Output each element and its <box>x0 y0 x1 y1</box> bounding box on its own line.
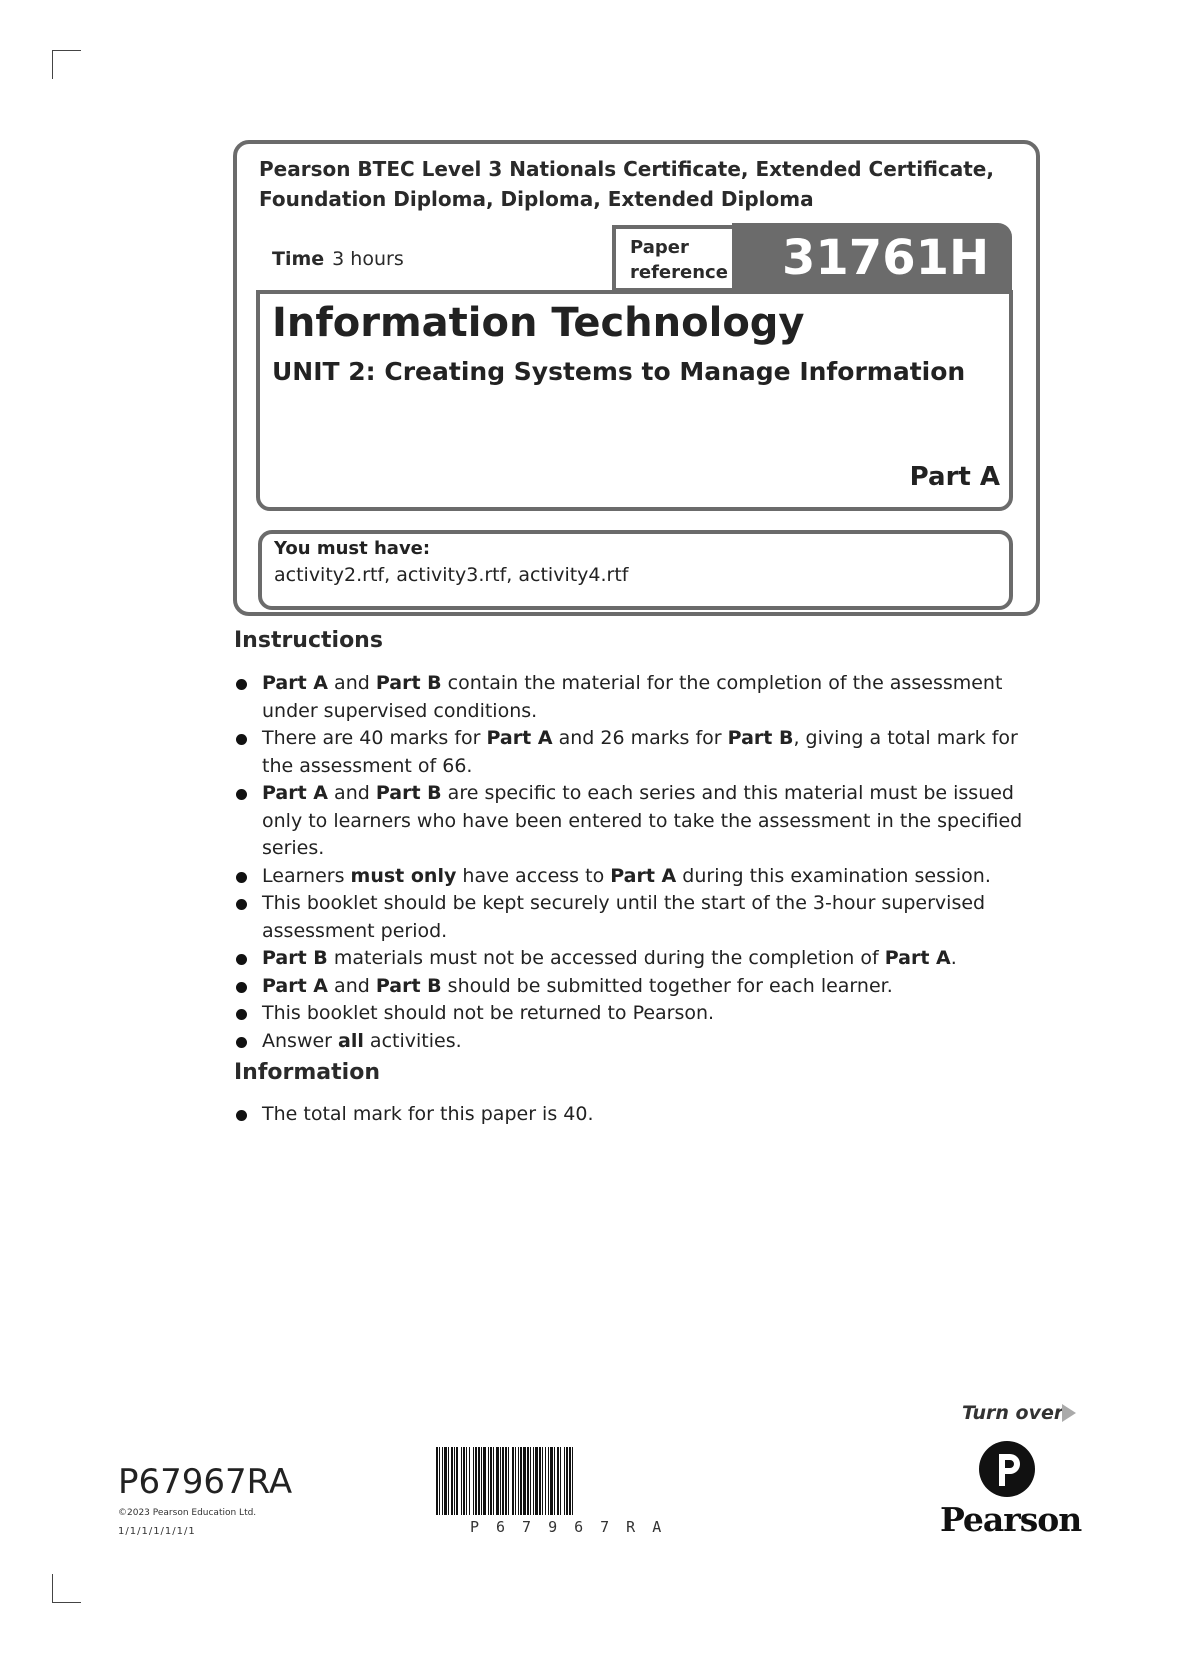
instruction-item: Part A and Part B contain the material for the completion of the assessment under supervised conditions. <box>234 670 1024 725</box>
unit-title: UNIT 2: Creating Systems to Manage Information <box>272 357 966 386</box>
bullet-icon <box>236 982 247 993</box>
instruction-item: Part A and Part B are specific to each series and this material must be issued only to learners who have been entered to take the assessment in the specified series. <box>234 780 1024 863</box>
paper-code: P67967RA <box>118 1462 293 1502</box>
time-label: Time <box>272 248 325 270</box>
crop-mark-bottom-left <box>52 1574 81 1603</box>
print-code: 1/1/1/1/1/1/1 <box>118 1526 196 1537</box>
must-have-files: activity2.rtf, activity3.rtf, activity4.rtf <box>274 564 629 586</box>
instruction-item: Part A and Part B should be submitted together for each learner. <box>234 973 1024 1001</box>
paper-reference-label-line-2: reference <box>630 262 728 283</box>
information-list <box>234 1101 1024 1129</box>
qualifications-line-1: Pearson BTEC Level 3 Nationals Certificate, Extended Certificate, <box>259 157 994 181</box>
bullet-icon <box>236 1009 247 1020</box>
pearson-wordmark: Pearson <box>940 1500 1082 1539</box>
bullet-icon <box>236 872 247 883</box>
triangle-right-icon <box>1062 1404 1076 1422</box>
time-row <box>272 248 404 270</box>
instructions-list <box>234 670 1024 1055</box>
instructions-heading: Instructions <box>234 628 383 653</box>
bullet-icon <box>236 954 247 965</box>
information-heading: Information <box>234 1060 380 1085</box>
qualifications <box>259 154 999 214</box>
time-value: 3 hours <box>332 248 404 270</box>
bullet-icon <box>236 1037 247 1048</box>
information-item: The total mark for this paper is 40. <box>234 1101 1024 1129</box>
barcode <box>436 1447 742 1515</box>
instruction-item: Learners must only have access to Part A during this examination session. <box>234 863 1024 891</box>
instruction-item: This booklet should be kept securely until the start of the 3-hour supervised assessment period. <box>234 890 1024 945</box>
bullet-icon <box>236 734 247 745</box>
instruction-item: Part B materials must not be accessed during the completion of Part A. <box>234 945 1024 973</box>
qualifications-line-2: Foundation Diploma, Diploma, Extended Diploma <box>259 187 814 211</box>
subject-title: Information Technology <box>272 300 805 346</box>
paper-reference-label-line-1: Paper <box>630 237 689 258</box>
barcode-text: P67967RA <box>470 1518 679 1536</box>
pearson-logo-icon <box>978 1440 1036 1498</box>
turn-over-text: Turn over <box>962 1402 1064 1424</box>
crop-mark-top-left <box>52 50 81 79</box>
instruction-item: There are 40 marks for Part A and 26 marks for Part B, giving a total mark for the assessment of 66. <box>234 725 1024 780</box>
instruction-item: This booklet should not be returned to Pearson. <box>234 1000 1024 1028</box>
part-label: Part A <box>909 462 1000 492</box>
paper-reference-code: 31761H <box>732 223 1012 294</box>
copyright: ©2023 Pearson Education Ltd. <box>118 1508 257 1518</box>
bullet-icon <box>236 789 247 800</box>
barcode-bar <box>572 1447 573 1515</box>
bullet-icon <box>236 1110 247 1121</box>
paper-reference-label <box>630 235 740 285</box>
instruction-item: Answer all activities. <box>234 1028 1024 1056</box>
bullet-icon <box>236 899 247 910</box>
must-have-title: You must have: <box>274 538 431 559</box>
bullet-icon <box>236 679 247 690</box>
